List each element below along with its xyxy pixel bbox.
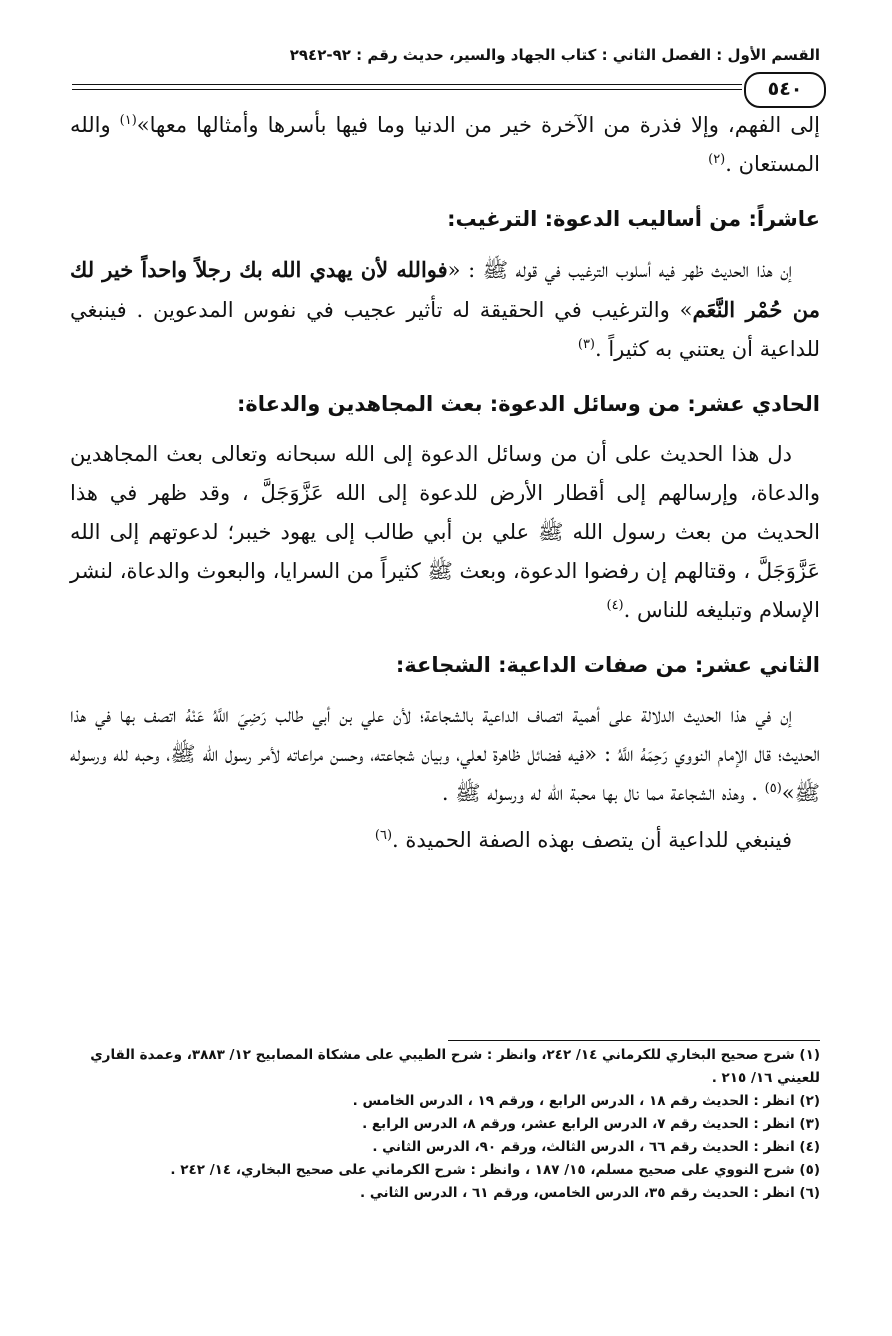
footnotes [70,1044,820,1205]
paragraph [70,696,820,813]
paragraph [70,435,820,630]
paragraph [70,106,820,184]
text-run: إلى الفهم، وإلا فذرة من الآخرة خير من الدنيا وما فيها بأسرها وأمثالها معها» [136,113,821,137]
section-heading: عاشراً: من أساليب الدعوة: الترغيب: [447,207,820,231]
section-heading: الحادي عشر: من وسائل الدعوة: بعث المجاهدين والدعاة: [236,392,820,416]
page-number: ٥٤٠ [744,72,826,108]
footnote-ref[interactable]: (٦) [374,828,393,843]
footnote-ref[interactable]: (٥) [764,781,782,796]
text-run: دل هذا الحديث على أن من وسائل الدعوة إلى الله سبحانه وتعالى بعث المجاهدين والدعاة، وإرسالهم إلى أقطار الأرض للدعوة إلى الله عَزَّوَجَلَّ ، وقد ظهر في هذا الحديث من بعث رسول الله ﷺ علي بن أبي طالب إلى يهود خيبر؛ لدعوتهم إلى الله عَزَّوَجَلَّ ، وقتالهم إن رفضوا الدعوة، وبعث ﷺ كثيراً من السرايا، والبعوث والدعاة، لنشر الإسلام وتبليغه للناس . [70,442,820,622]
header-rule-secondary [72,89,742,90]
running-header: القسم الأول : الفصل الثاني : كتاب الجهاد والسير، حديث رقم : ٩٢-٢٩٤٢ [289,46,820,64]
footnote-ref[interactable]: (١) [119,113,137,128]
text-run: إن هذا الحديث ظهر فيه أسلوب الترغيب في قوله ﷺ : « [447,258,792,282]
text-run: إن في هذا الحديث الدلالة على أهمية اتصاف الداعية بالشجاعة؛ لأن علي بن أبي طالب رَضِيَ اللَّهُ عَنْهُ اتصف بها في هذا الحديث؛ قال الإمام النووي رَحِمَهُ اللَّهُ : «فيه فضائل ظاهرة لعلي، وبيان شجاعته، وحسن مراعاته لأمر رسول الله ﷺ، وحبه لله ورسوله ﷺ» [70,703,820,805]
footnote-item: (٦) انظر : الحديث رقم ٣٥، الدرس الخامس، ورقم ٦١ ، الدرس الثاني . [360,1185,820,1201]
footnote-ref[interactable]: (٤) [606,598,624,613]
paragraph [70,250,820,369]
footnote-item: (١) شرح صحيح البخاري للكرماني ١٤/ ٢٤٢، وانظر : شرح الطيبي على مشكاة المصابيح ١٢/ ٣٨٨٣، وعمدة القاري للعيني ١٦/ ٢١٥ . [90,1047,820,1086]
footnote-item: (٣) انظر : الحديث رقم ٧، الدرس الرابع عشر، ورقم ٨، الدرس الرابع . [362,1116,820,1132]
footnote-item: (٤) انظر : الحديث رقم ٦٦ ، الدرس الثالث، ورقم ٩٠، الدرس الثاني . [372,1139,820,1155]
hadith-quote: فوالله لأن يهدي الله بك رجلاً واحداً خير لك من حُمْر النَّعَم [70,257,821,322]
footnote-ref[interactable]: (٣) [577,337,595,352]
footnote-item: (٢) انظر : الحديث رقم ١٨ ، الدرس الرابع ، ورقم ١٩ ، الدرس الخامس . [352,1093,820,1109]
page-body [70,106,820,860]
header-rule [72,84,742,85]
footnote-separator [448,1040,820,1041]
section-heading: الثاني عشر: من صفات الداعية: الشجاعة: [395,653,820,677]
text-run: » والترغيب في الحقيقة له تأثير عجيب في نفوس المدعوين . فينبغي للداعية أن يعتني به كثيراً . [70,298,820,361]
footnote-ref[interactable]: (٢) [708,152,726,167]
text-run: والله المستعان . [70,113,820,176]
paragraph [70,821,820,860]
text-run: فينبغي للداعية أن يتصف بهذه الصفة الحميدة . [392,828,792,852]
text-run: . وهذه الشجاعة مما نال بها محبة الله له ورسوله ﷺ . [441,781,765,805]
footnote-item: (٥) شرح النووي على صحيح مسلم، ١٥/ ١٨٧ ، وانظر : شرح الكرماني على صحيح البخاري، ١٤/ ٢٤٢ . [170,1162,820,1178]
